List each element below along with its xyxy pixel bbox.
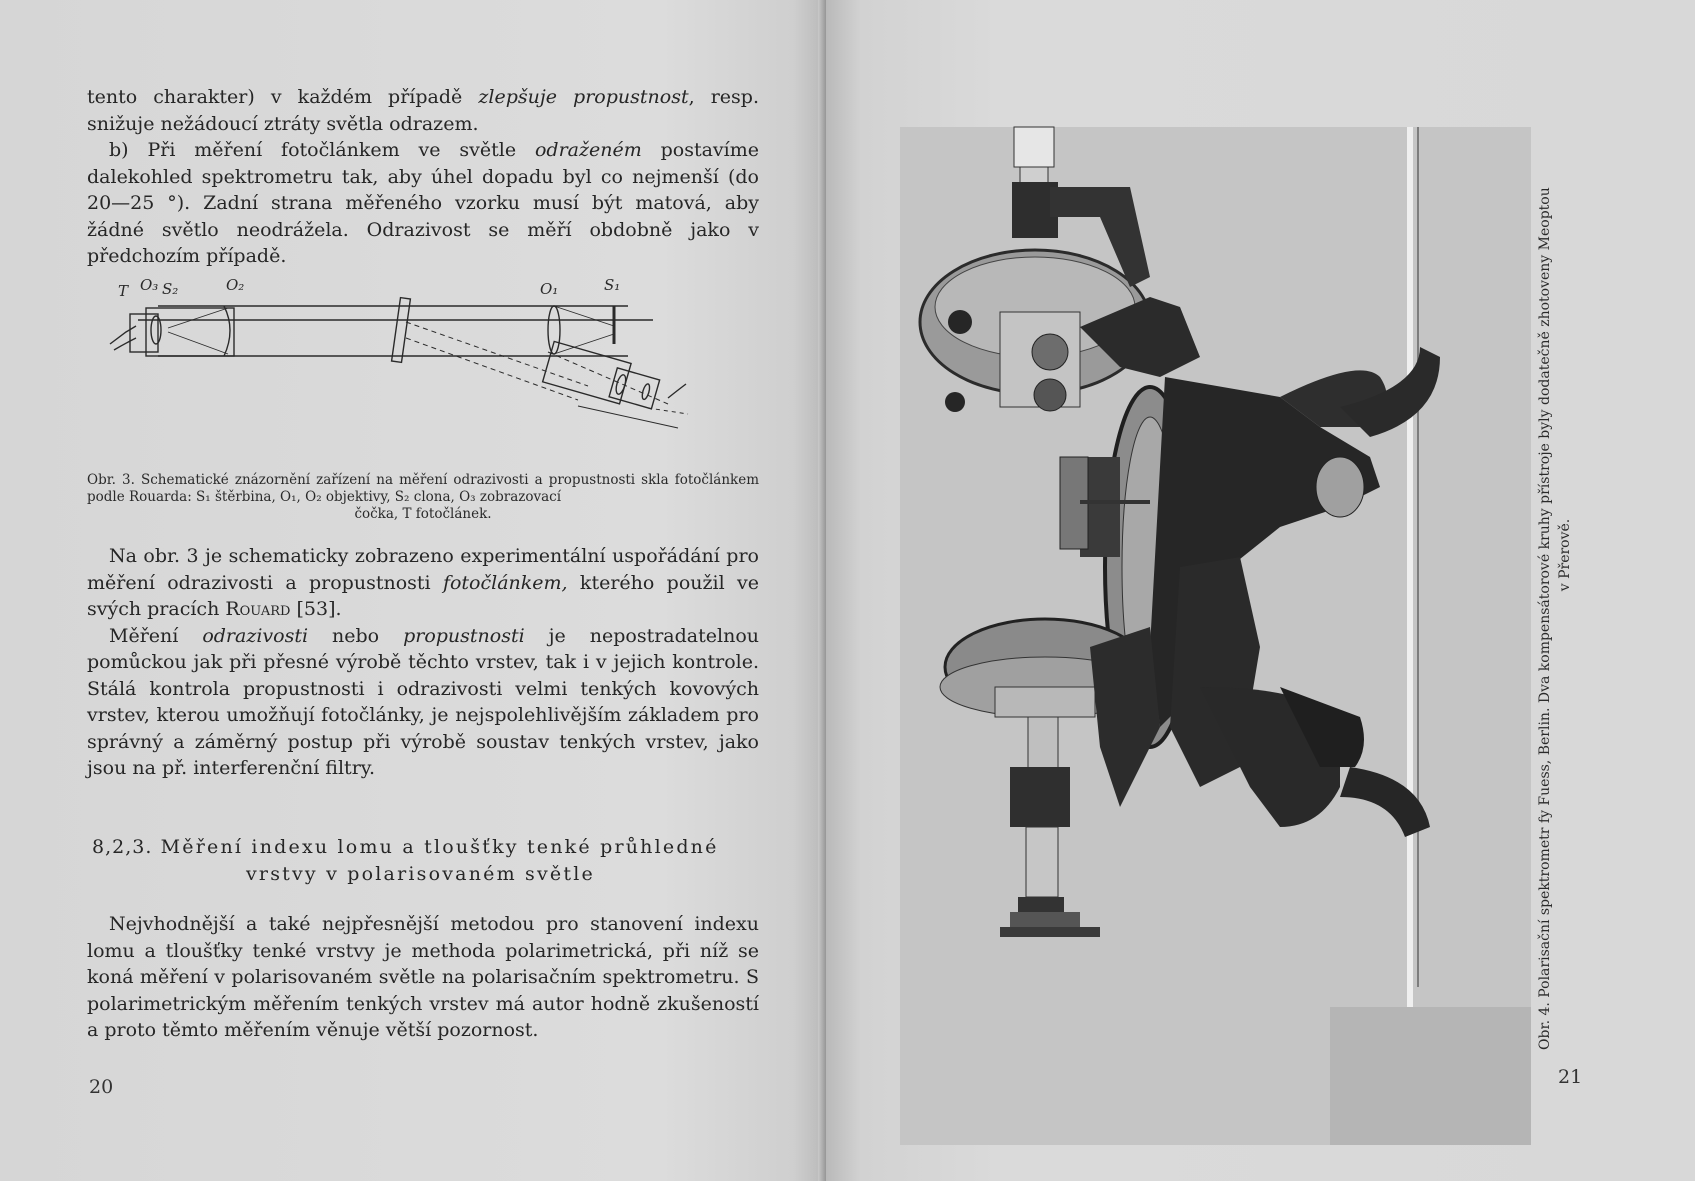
telescope-eyepiece <box>1014 127 1054 167</box>
ray <box>554 306 614 326</box>
section-number: 8,2,3. <box>92 836 153 858</box>
spectrometer-photo <box>900 127 1531 1145</box>
ray <box>168 332 228 354</box>
emphasis-text: odrazivosti <box>202 624 309 647</box>
label-t: T <box>118 282 129 300</box>
figure-3-schematic <box>108 276 728 462</box>
caption-line: čočka, T fotočlánek. <box>354 506 492 522</box>
text-run: [53]. <box>290 598 342 620</box>
text-run: Na obr. 3 je schematicky zobrazeno experimentální uspořádání pro měření odrazivosti a propustnosti <box>87 545 759 594</box>
paragraph-rouard <box>87 543 759 782</box>
reflected-beam <box>648 408 688 414</box>
reflected-beam <box>548 352 668 404</box>
text-run: nebo <box>308 624 404 647</box>
label-o2: O₂ <box>226 276 245 294</box>
paragraph-intro <box>87 84 759 270</box>
text-run: Nejvhodnější a také nejpřesnější metodou pro stanovení indexu lomu a tloušťky tenké vrstvy je methoda polarimetrická, při níž se koná měření v polarisovaném světle na polarisačním spektrometru. S polarimetrickým měřením tenkých vrstev má autor hodně zkušeností a proto těmto měřením věnuje větší pozornost. <box>87 913 759 1041</box>
text-run: je nepostradatelnou pomůckou jak při přesné výrobě těchto vrstev, tak i v jejich kontrole. Stálá kontrola propustnosti i odrazivosti velmi tenkých kovových vrstev, kterou umožňují fotočlánky, je nejspolehlivějším základem pro správný a záměrný postup při výrobě soustav tenkých vrstev, jako jsou na př. interferenční filtry. <box>87 624 759 779</box>
text-run: tento charakter) v každém případě <box>87 86 479 108</box>
text-run: kterého použil ve svých pracích <box>87 571 759 620</box>
figure-3-caption <box>87 472 759 523</box>
photocell-wire <box>668 384 686 398</box>
section-title-line: vrstvy v polarisovaném světle <box>246 863 595 885</box>
reflected-beam <box>406 322 588 386</box>
left-page <box>0 0 826 1181</box>
author-name: Rouard <box>225 598 291 620</box>
figure-4-caption <box>1535 60 1595 1050</box>
objective-o1 <box>548 306 560 354</box>
lens <box>641 383 651 400</box>
label-s1: S₁ <box>604 276 621 294</box>
lens <box>614 374 627 395</box>
text-run: Měření <box>109 624 203 647</box>
baseline <box>578 406 678 428</box>
caption-line: Obr. 3. Schematické znázornění zařízení na měření odrazivosti a propustnosti skla fotočlánkem podle Rouarda: S₁ štěrbina, O₁, O₂ objektivy, S₂ clona, O₃ zobrazovací <box>87 472 759 505</box>
label-o3: O₃ <box>140 276 159 294</box>
section-title-line: Měření indexu lomu a tloušťky tenké průhledné <box>160 836 719 858</box>
paragraph-polarimetric <box>87 911 759 1044</box>
ray <box>168 308 228 328</box>
text-run: , resp. snižuje nežádoucí ztráty světla odrazem. <box>87 86 759 135</box>
emphasis-text: fotočlánkem, <box>442 571 568 594</box>
emphasis-text: propustnosti <box>403 624 525 647</box>
imaging-lens-holder <box>146 308 234 356</box>
page-number: 20 <box>89 1076 114 1098</box>
caption-line: v Přerově. <box>1557 518 1573 592</box>
sample-plate <box>392 298 411 363</box>
figure-4-caption-text <box>1535 60 1575 1050</box>
photocell-wire <box>114 338 136 350</box>
emphasis-text: zlepšuje propustnost <box>478 86 689 108</box>
page-number: 21 <box>1558 1066 1583 1088</box>
objective-o2 <box>224 306 230 356</box>
section-heading <box>92 834 760 888</box>
photocell-wire <box>110 326 136 344</box>
text-run: postavíme dalekohled spektrometru tak, aby úhel dopadu byl co nejmenší (do 20—25 °). Zadní strana měřeného vzorku musí být matová, aby žádné světlo neodrážela. Odrazivost se měří obdobně jako v předchozím případě. <box>87 139 759 267</box>
caption-line: Obr. 4. Polarisační spektrometr fy Fuess, Berlin. Dva kompensátorové kruhy přístroje byly dodatečně zhotoveny Meoptou <box>1537 187 1553 1050</box>
label-s2: S₂ <box>162 280 179 298</box>
emphasis-text: odraženém <box>534 139 642 161</box>
label-o1: O₁ <box>540 280 559 298</box>
text-run: b) Při měření fotočlánkem ve světle <box>109 139 535 161</box>
